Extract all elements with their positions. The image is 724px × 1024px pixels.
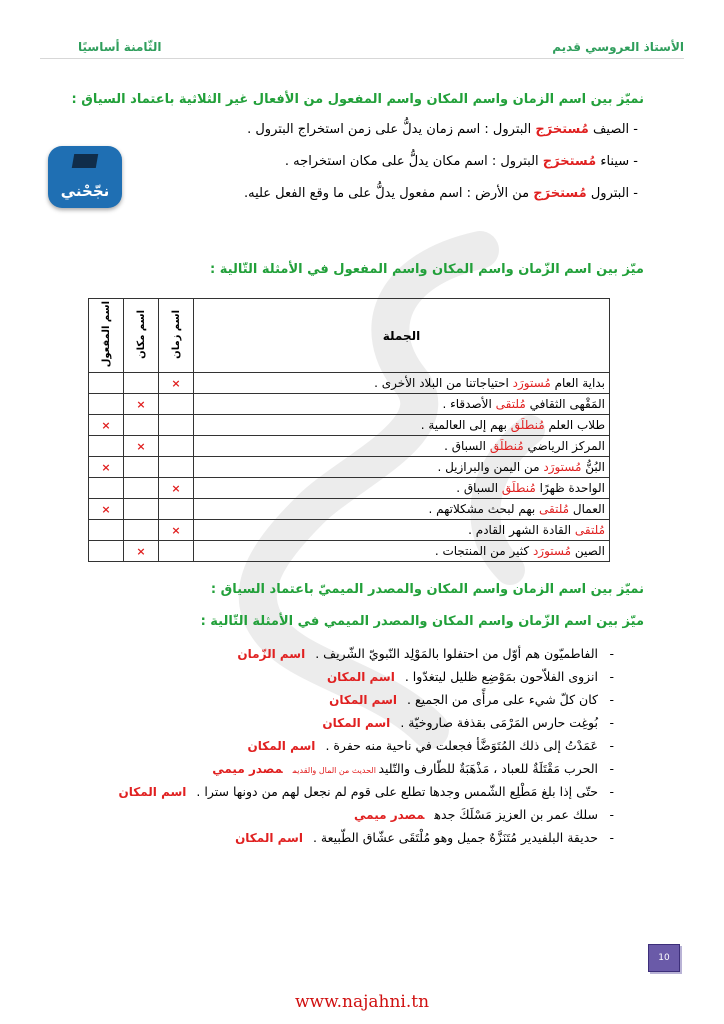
mark-cell-object: × bbox=[89, 457, 124, 478]
list-item bbox=[119, 669, 615, 692]
highlight-word: مُنطلَق bbox=[510, 418, 545, 433]
sentence-text: الصين bbox=[571, 544, 605, 559]
example-answer: اسم الزّمان bbox=[237, 647, 306, 661]
example-answer: اسم المكان bbox=[329, 693, 397, 707]
line-text: - الصيف bbox=[588, 122, 638, 137]
sentence-text: احتياجاتنا من البلاد الأخرى . bbox=[374, 376, 513, 391]
sentence-text: القادة الشهر القادم . bbox=[468, 523, 575, 538]
header-author: الأستاذ العروسي قديم bbox=[552, 40, 684, 54]
list-item bbox=[119, 784, 615, 807]
najahni-logo bbox=[48, 146, 122, 208]
sentence-cell bbox=[194, 541, 610, 562]
mark-cell-object bbox=[89, 478, 124, 499]
example-note: الحديث من المال والقديم bbox=[292, 766, 379, 775]
list-item bbox=[119, 715, 615, 738]
example-text: الفاطميّون هم أوّل من احتفلوا بالمَوْلِد النّبويّ الشّريف . bbox=[315, 646, 598, 661]
highlight-word: مُستخرَج bbox=[542, 154, 597, 169]
header-level: الثّامنة أساسيًا bbox=[78, 40, 162, 54]
list-item bbox=[119, 830, 615, 853]
list-item bbox=[119, 761, 615, 784]
mark-cell-time bbox=[159, 394, 194, 415]
table-row bbox=[89, 436, 610, 457]
classification-table bbox=[88, 298, 610, 562]
sentence-cell bbox=[194, 415, 610, 436]
example-answer: اسم المكان bbox=[235, 831, 303, 845]
example-answer: اسم المكان bbox=[247, 739, 316, 753]
example-answer: اسم المكان bbox=[326, 670, 395, 684]
footer-url[interactable]: www.najahni.tn bbox=[294, 992, 430, 1012]
table-row bbox=[89, 373, 610, 394]
sentence-cell bbox=[194, 520, 610, 541]
mark-cell-object: × bbox=[89, 415, 124, 436]
example-text: حديقة البلفيدير مُتَنَزَّهٌ جميل وهو مُلْتَقَى عشّاق الطّبيعة . bbox=[312, 830, 598, 845]
list-item bbox=[119, 692, 615, 715]
header-sentence: الجملة bbox=[194, 299, 610, 373]
mark-cell-object bbox=[89, 373, 124, 394]
highlight-word: مُستورَد bbox=[512, 376, 551, 391]
highlight-word: مُنطلَق bbox=[501, 481, 536, 496]
example-text: بُوغِت حارس المَرْمَى بقذفة صاروخيّة . bbox=[400, 715, 598, 730]
header-place: اسم مكان bbox=[124, 299, 159, 373]
mark-cell-object bbox=[89, 394, 124, 415]
highlight-word: مُلتقى bbox=[574, 523, 605, 538]
sentence-cell bbox=[194, 499, 610, 520]
mark-cell-place bbox=[124, 478, 159, 499]
sentence-text: كثير من المنتجات . bbox=[434, 544, 533, 559]
table-row bbox=[89, 478, 610, 499]
sentence-text: من اليمن والبرازيل . bbox=[437, 460, 544, 475]
mark-cell-time bbox=[159, 415, 194, 436]
mark-cell-place bbox=[124, 520, 159, 541]
example-text: عَمَدْتُ إلى ذلك المُتَوَضَّأ فجعلت في ناحية منه حفرة . bbox=[325, 738, 598, 753]
mark-cell-time: × bbox=[159, 373, 194, 394]
mark-cell-object: × bbox=[89, 499, 124, 520]
sentence-text: العمال bbox=[569, 502, 605, 517]
highlight-word: مُلتقى bbox=[495, 397, 526, 412]
sentence-cell bbox=[194, 394, 610, 415]
example-text: الحرب مَقْتَلَةٌ للعباد ، مَذْهَبَةٌ للطّارف والتّليد bbox=[378, 761, 598, 776]
highlight-word: مُستورَد bbox=[532, 544, 572, 559]
sentence-text: السباق . bbox=[456, 481, 502, 496]
highlight-word: مُلتقى bbox=[539, 502, 570, 517]
header-time: اسم زمان bbox=[159, 299, 194, 373]
mark-cell-place bbox=[124, 373, 159, 394]
line-text: - سيناء bbox=[596, 154, 638, 169]
sentence-cell bbox=[194, 478, 610, 499]
mark-cell-place bbox=[124, 457, 159, 478]
highlight-word: مُستخرَج bbox=[535, 122, 589, 137]
example-answer: اسم المكان bbox=[118, 785, 187, 799]
sentence-cell bbox=[194, 457, 610, 478]
example-answer: اسم المكان bbox=[322, 716, 391, 730]
example-text: انزوى الفلاّحون بمَوْضِع ظليل ليتغدّوا . bbox=[404, 669, 598, 684]
sentence-text: بهم لبحث مشكلاتهم . bbox=[428, 502, 539, 517]
mark-cell-time bbox=[159, 436, 194, 457]
mark-cell-place: × bbox=[124, 436, 159, 457]
sentence-cell bbox=[194, 373, 610, 394]
section1-line bbox=[244, 186, 638, 201]
list-item bbox=[119, 807, 615, 830]
sentence-text: بهم إلى العالمية . bbox=[420, 418, 511, 433]
sentence-text: المَقْهى الثقافي bbox=[525, 397, 605, 412]
sentence-text: الواحدة ظهرًا bbox=[535, 481, 605, 496]
example-text: سلك عمر بن العزيز مَسْلَكَ جده bbox=[434, 807, 598, 822]
header-object: اسم المفعول bbox=[89, 299, 124, 373]
table-row bbox=[89, 415, 610, 436]
mark-cell-place: × bbox=[124, 541, 159, 562]
example-text: كان كلّ شيء على مرأًى من الجميع . bbox=[407, 692, 598, 707]
mark-cell-object bbox=[89, 541, 124, 562]
table-row bbox=[89, 457, 610, 478]
mark-cell-place: × bbox=[124, 394, 159, 415]
line-text: البترول : اسم مكان يدلُّ على مكان استخراجه . bbox=[284, 154, 543, 169]
section4-title: ميّز بين اسم الزّمان واسم المكان والمصدر الميمي في الأمثلة التّالية : bbox=[200, 614, 644, 629]
highlight-word: مُستورَد bbox=[543, 460, 582, 475]
line-text: من الأرض : اسم مفعول يدلُّ على ما وقع الفعل عليه. bbox=[243, 186, 534, 201]
table-row bbox=[89, 394, 610, 415]
sentence-text: المركز الرياضي bbox=[523, 439, 605, 454]
header-divider bbox=[40, 58, 684, 59]
table-row bbox=[89, 520, 610, 541]
highlight-word: مُنطلَق bbox=[489, 439, 524, 454]
line-text: البترول : اسم زمان يدلُّ على زمن استخراج البترول . bbox=[247, 122, 536, 137]
sentence-text: بداية العام bbox=[550, 376, 605, 391]
sentence-text: الأصدقاء . bbox=[442, 397, 496, 412]
mark-cell-object bbox=[89, 436, 124, 457]
highlight-word: مُستخرَج bbox=[533, 186, 587, 201]
sentence-text: طلاب العلم bbox=[544, 418, 605, 433]
list-item bbox=[119, 738, 615, 761]
mark-cell-time bbox=[159, 457, 194, 478]
section1-title: نميّز بين اسم الزمان واسم المكان واسم المفعول من الأفعال غير الثلاثية باعتماد السياق : bbox=[71, 92, 644, 107]
table-row bbox=[89, 499, 610, 520]
section2-title: ميّز بين اسم الزّمان واسم المكان واسم المفعول في الأمثلة التّالية : bbox=[210, 262, 644, 277]
mark-cell-time bbox=[159, 499, 194, 520]
mark-cell-place bbox=[124, 415, 159, 436]
example-answer: مصدر ميمي bbox=[354, 808, 425, 822]
sentence-text: السباق . bbox=[444, 439, 490, 454]
mark-cell-time bbox=[159, 541, 194, 562]
section1-line bbox=[247, 122, 638, 137]
section1-line bbox=[285, 154, 638, 169]
sentence-cell bbox=[194, 436, 610, 457]
logo-text: نجّحْني bbox=[60, 182, 110, 200]
mark-cell-time: × bbox=[159, 520, 194, 541]
mark-cell-object bbox=[89, 520, 124, 541]
example-answer: مصدر ميمي bbox=[212, 762, 283, 776]
example-text: حتّى إذا بلغ مَطْلِع الشّمس وجدها تطلع على قوم لم نجعل لهم من دونها سترا . bbox=[196, 784, 598, 799]
table-row bbox=[89, 541, 610, 562]
table-header-row bbox=[89, 299, 610, 373]
list-item bbox=[119, 646, 615, 669]
section3-title: نميّز بين اسم الزمان واسم المكان والمصدر الميميّ باعتماد السياق : bbox=[210, 582, 644, 597]
mark-cell-time: × bbox=[159, 478, 194, 499]
graduation-cap-icon bbox=[72, 154, 98, 168]
page-number: 10 bbox=[648, 944, 680, 972]
line-text: - البترول bbox=[586, 186, 638, 201]
sentence-text: البُنُّ bbox=[581, 460, 605, 475]
mark-cell-place bbox=[124, 499, 159, 520]
examples-list bbox=[119, 646, 615, 853]
